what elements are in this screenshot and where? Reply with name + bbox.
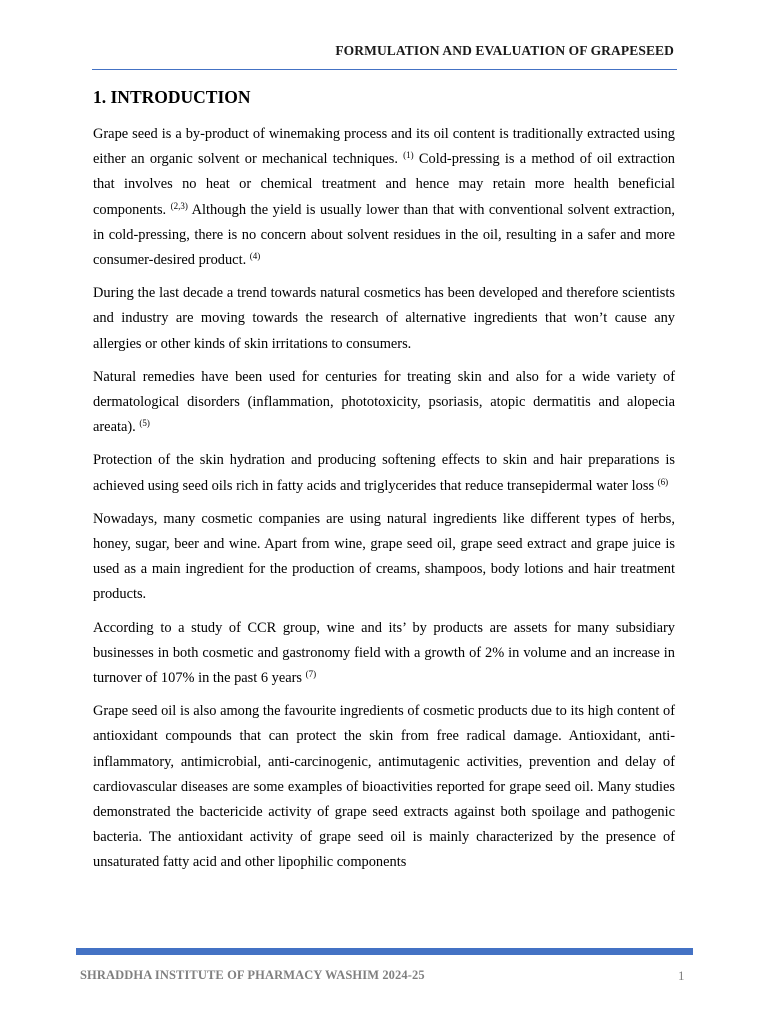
paragraph-text: Protection of the skin hydration and producing softening effects to skin and hair preparations is achieved using seed oils rich in fatty acids and triglycerides that reduce transepidermal water loss [93, 452, 675, 494]
citation-superscript: (1) [403, 150, 414, 161]
paragraph-text: During the last decade a trend towards natural cosmetics has been developed and therefore scientists and industry are moving towards the research of alternative ingredients that won’t cause any allergies or other kinds of skin irritations to consumers. [93, 285, 675, 352]
citation-superscript: (6) [657, 476, 669, 487]
running-header-title: FORMULATION AND EVALUATION OF GRAPESEED [335, 43, 674, 58]
body-paragraph [93, 616, 675, 692]
paragraph-text: Natural remedies have been used for centuries for treating skin and also for a wide variety of dermatological disorders (inflammation, phototoxicity, psoriasis, atopic dermatitis and alopecia areata). [93, 368, 675, 436]
paragraph-text: Grape seed is a by-product of winemaking process and its oil content is traditionally extracted using either an organic solvent or mechanical techniques. [93, 126, 675, 168]
body-paragraph [93, 122, 675, 273]
paragraph-text: Nowadays, many cosmetic companies are using natural ingredients like different types of herbs, honey, sugar, beer and wine. Apart from wine, grape seed oil, grape seed extract and grape juice is used as a main ingredient for the production of creams, shampoos, body lotions and hair treatment products. [93, 510, 675, 603]
citation-superscript: (2,3) [170, 200, 188, 211]
paragraph-text: According to a study of CCR group, wine and its’ by products are assets for many subsidiary businesses in both cosmetic and gastronomy field with a growth of 2% in volume and an increase in turnover of 107% in the past 6 years [93, 619, 675, 687]
citation-superscript: (4) [249, 251, 261, 262]
page-number: 1 [678, 968, 685, 983]
footer-institute: SHRADDHA INSTITUTE OF PHARMACY WASHIM 2024-25 [80, 968, 425, 982]
section-heading: 1. INTRODUCTION [93, 87, 251, 107]
paragraph-text: Grape seed oil is also among the favourite ingredients of cosmetic products due to its high content of antioxidant compounds that can protect the skin from free radical damage. Antioxidant, anti-inflammatory, antimicrobial, anti-carcinogenic, antimutagenic activities, prevention and delay of cardiovascular diseases are some examples of bioactivities reported for grape seed oil. Many studies demonstrated the bactericide activity of grape seed extracts against both spoilage and pathogenic bacteria. The antioxidant activity of grape seed oil is mainly characterized by the presence of unsaturated fatty acid and other lipophilic components [93, 703, 675, 871]
body-paragraph [93, 507, 675, 608]
body-paragraph [93, 448, 675, 498]
paragraph-list [93, 122, 675, 876]
body-paragraph [93, 699, 675, 875]
paragraph-text: Cold-pressing is a method of oil extraction that involves no heat or chemical treatment and hence may retain more health beneficial components. [93, 151, 675, 218]
citation-superscript: (7) [305, 669, 317, 680]
citation-superscript: (5) [139, 418, 150, 429]
page-body [93, 86, 675, 884]
body-paragraph [93, 365, 675, 441]
header-divider [92, 69, 677, 70]
paragraph-text: Although the yield is usually lower than that with conventional solvent extraction, in cold-pressing, there is no concern about solvent residues in the oil, resulting in a safer and more consumer-desired product. [93, 201, 675, 269]
footer-divider [76, 948, 693, 955]
body-paragraph [93, 281, 675, 357]
